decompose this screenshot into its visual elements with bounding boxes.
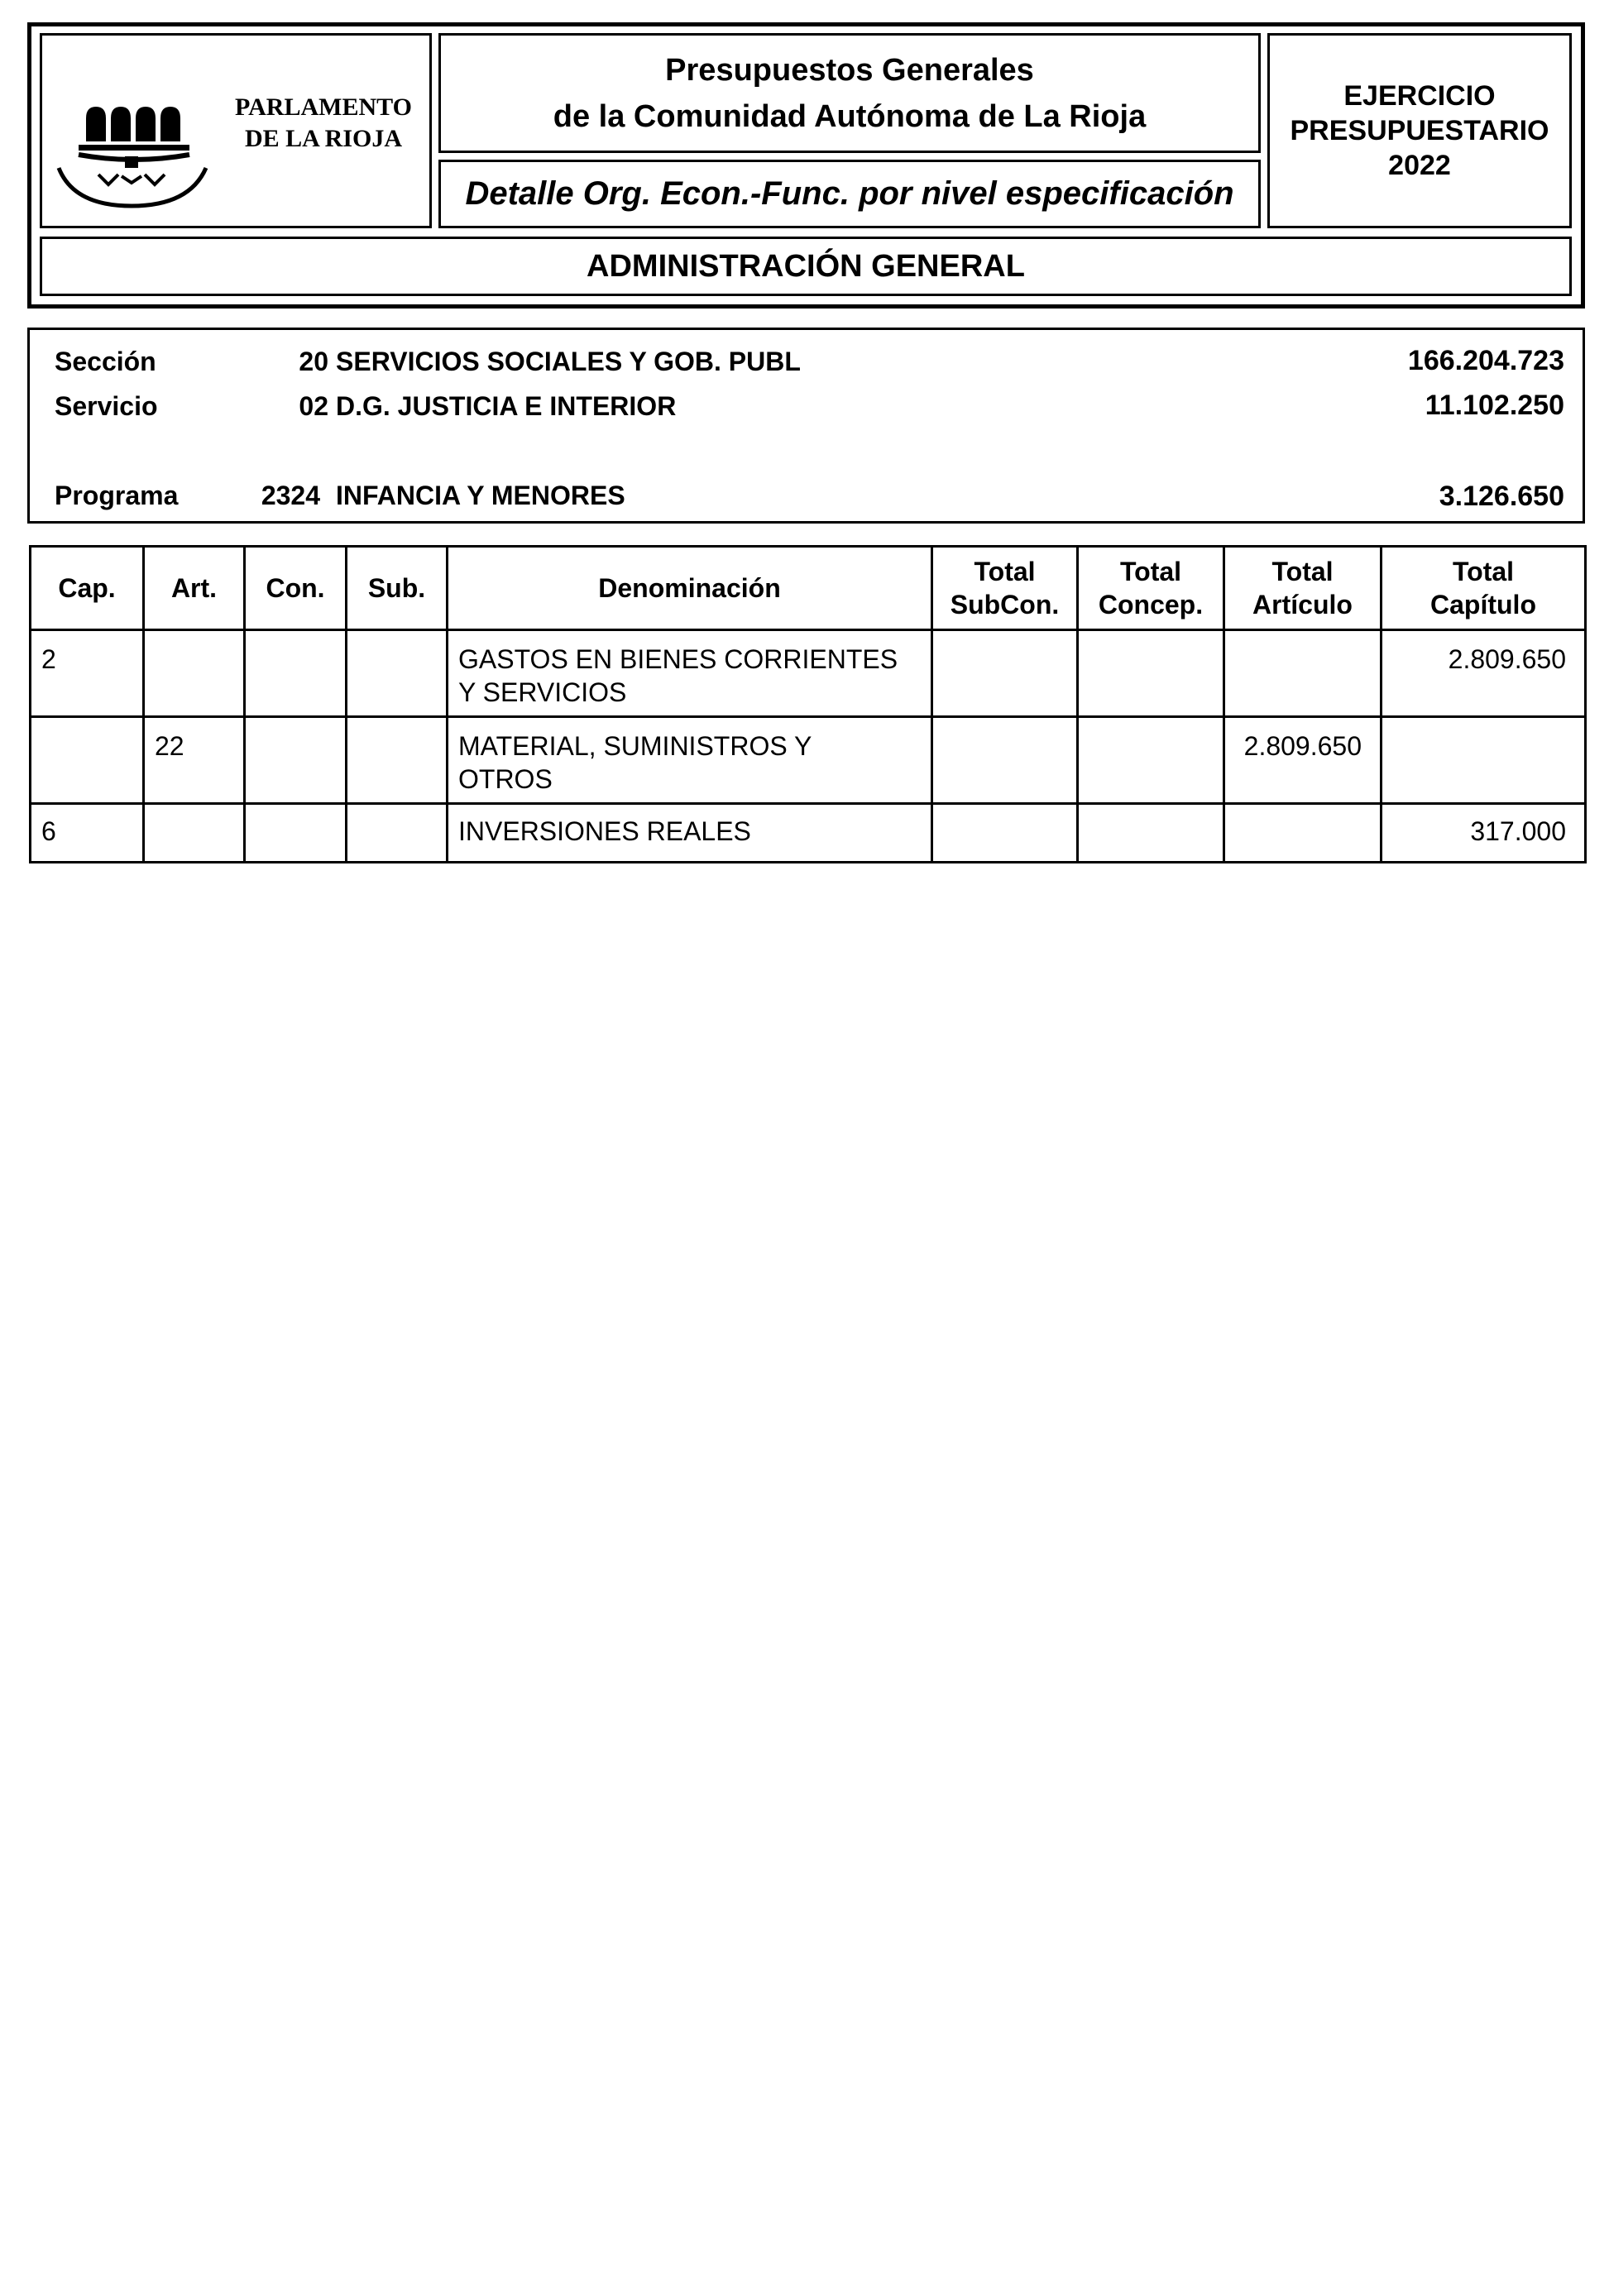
logo-text-line2: DE LA RIOJA: [244, 125, 403, 152]
servicio-amount: 11.102.250: [1425, 390, 1564, 421]
header-con: Con.: [245, 547, 347, 630]
document-subtitle: Detalle Org. Econ.-Func. por nivel especificación: [465, 175, 1234, 212]
cell-cap: 2: [31, 630, 144, 717]
cell-sub: [347, 804, 448, 863]
cell-art: [144, 630, 245, 717]
header-total-articulo-line2: Artículo: [1252, 590, 1353, 619]
header-denominacion: Denominación: [448, 547, 932, 630]
cell-con: [245, 717, 347, 804]
cell-total-articulo: [1224, 630, 1382, 717]
programa-code: 2324: [261, 481, 320, 510]
cell-con: [245, 630, 347, 717]
header-sub: Sub.: [347, 547, 448, 630]
cell-total-articulo: 2.809.650: [1224, 717, 1382, 804]
title-box: [438, 33, 1261, 153]
cell-total-subcon: [932, 717, 1078, 804]
budget-table: [29, 545, 1587, 863]
seccion-amount: 166.204.723: [1407, 345, 1564, 376]
denominacion-line1: MATERIAL, SUMINISTROS Y: [458, 731, 812, 761]
cell-denominacion: [448, 804, 932, 863]
fiscal-year-line1: EJERCICIO: [1343, 80, 1496, 112]
fiscal-year-line2: PRESUPUESTARIO: [1290, 115, 1549, 146]
cell-total-articulo: [1224, 804, 1382, 863]
header-cap: Cap.: [31, 547, 144, 630]
cell-cap: [31, 717, 144, 804]
seccion-label: Sección: [55, 347, 156, 376]
cell-sub: [347, 630, 448, 717]
organization-block: [27, 328, 1585, 524]
header-total-capitulo-line1: Total: [1452, 557, 1515, 586]
header-total-concep: [1078, 547, 1224, 630]
subtitle-box: [438, 160, 1261, 228]
servicio-label: Servicio: [55, 391, 158, 421]
header-total-capitulo-line2: Capítulo: [1430, 590, 1536, 619]
header-total-articulo-line1: Total: [1271, 557, 1334, 586]
denominacion-line1: INVERSIONES REALES: [458, 816, 751, 846]
cell-cap: 6: [31, 804, 144, 863]
document-title-line2: de la Comunidad Autónoma de La Rioja: [553, 98, 1147, 134]
denominacion-line1: GASTOS EN BIENES CORRIENTES: [458, 644, 898, 674]
admin-title: ADMINISTRACIÓN GENERAL: [587, 248, 1025, 284]
cell-total-capitulo: [1382, 717, 1586, 804]
cell-art: 22: [144, 717, 245, 804]
logo-box: [40, 33, 432, 228]
cell-denominacion: [448, 717, 932, 804]
seccion-name: SERVICIOS SOCIALES Y GOB. PUBL: [336, 347, 801, 376]
cell-total-concep: [1078, 630, 1224, 717]
cell-total-concep: [1078, 804, 1224, 863]
admin-box: [40, 237, 1572, 296]
cell-total-capitulo: 2.809.650: [1382, 630, 1586, 717]
seccion-code: 20: [299, 347, 328, 376]
cell-art: [144, 804, 245, 863]
header-total-subcon: [932, 547, 1078, 630]
header-total-concep-line1: Total: [1119, 557, 1182, 586]
cell-total-concep: [1078, 717, 1224, 804]
table-row: [31, 717, 1586, 804]
cell-total-capitulo: 317.000: [1382, 804, 1586, 863]
fiscal-year-value: 2022: [1388, 150, 1451, 181]
header-total-articulo: [1224, 547, 1382, 630]
cell-total-subcon: [932, 804, 1078, 863]
header-total-subcon-line1: Total: [974, 557, 1036, 586]
table-row: [31, 804, 1586, 863]
table-header-row: [31, 547, 1586, 630]
denominacion-line2: Y SERVICIOS: [458, 677, 627, 707]
table-row: [31, 630, 1586, 717]
programa-name: INFANCIA Y MENORES: [336, 481, 625, 510]
cell-total-subcon: [932, 630, 1078, 717]
header-total-subcon-line2: SubCon.: [950, 590, 1060, 619]
programa-label: Programa: [55, 481, 179, 510]
header-art: Art.: [144, 547, 245, 630]
programa-amount: 3.126.650: [1439, 481, 1564, 512]
document-title-line1: Presupuestos Generales: [665, 52, 1034, 88]
cell-con: [245, 804, 347, 863]
header-total-concep-line2: Concep.: [1098, 590, 1204, 619]
logo-text-line1: PARLAMENTO: [235, 93, 412, 121]
servicio-code: 02: [299, 391, 328, 421]
cell-denominacion: [448, 630, 932, 717]
denominacion-line2: OTROS: [458, 764, 553, 794]
cell-sub: [347, 717, 448, 804]
servicio-name: D.G. JUSTICIA E INTERIOR: [336, 391, 677, 421]
parliament-logo-icon: [49, 52, 214, 209]
header-total-capitulo: [1382, 547, 1586, 630]
fiscal-year-box: [1267, 33, 1572, 228]
